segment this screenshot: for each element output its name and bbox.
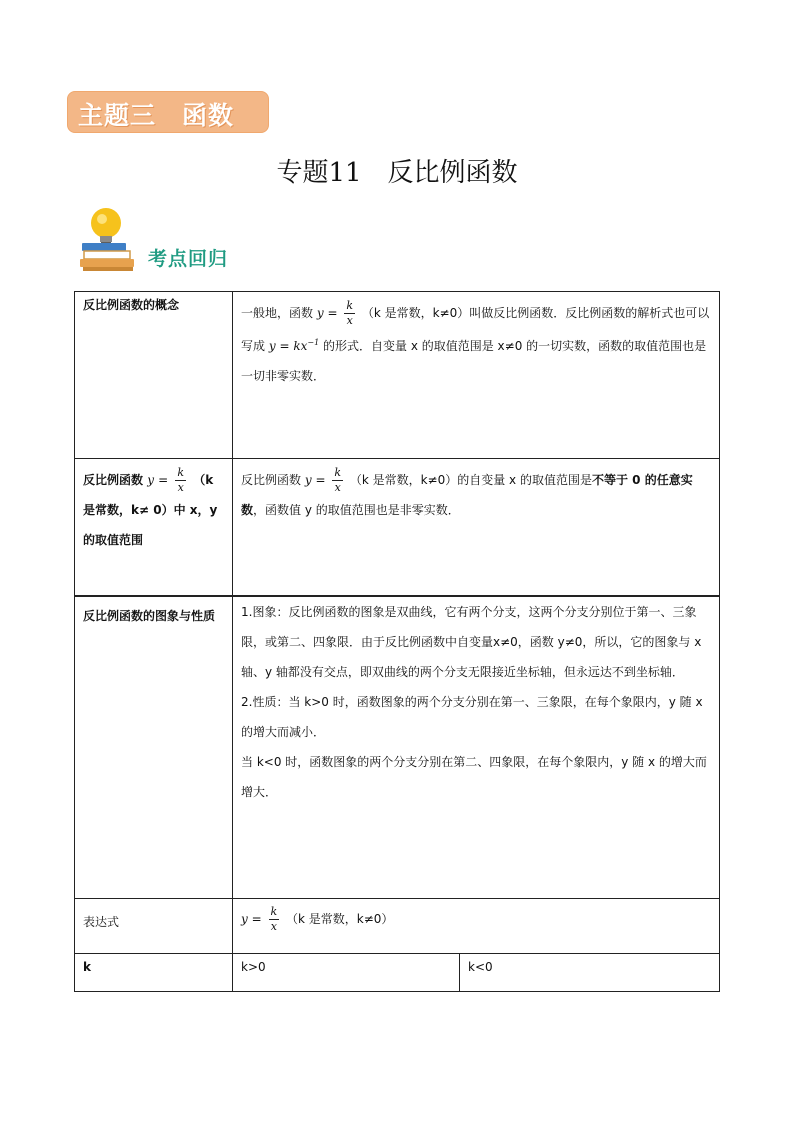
table-row <box>75 954 720 992</box>
row-content-concept: 一般地，函数 y = $\frac{k}{x}$ （k 是常数，k≠0）叫做反比例函数．反比例函数的解析式也可以写成 $y = kx^{-1}$ 的形式．自变量 x 的取值范围是 x≠0 的一切实数，函数的取值范围也是一切非零实数． <box>233 292 720 459</box>
row-label-k: k <box>75 954 233 992</box>
table-row <box>75 597 720 899</box>
row-content-range: 反比例函数 y = $\frac{k}{x}$ （k 是常数，k≠0）的自变量 x 的取值范围是不等于 0 的任意实数，函数值 y 的取值范围也是非零实数． <box>233 459 720 596</box>
knowledge-table-2 <box>74 596 720 992</box>
lightbulb-books-icon <box>78 205 138 273</box>
fraction-k-over-x: $\frac{k}{x}$ <box>177 466 185 494</box>
row-label-range: 反比例函数 y = $\frac{k}{x}$ （k 是常数，k≠ 0）中 x，y 的取值范围 <box>75 459 233 596</box>
fraction-k-over-x: $\frac{k}{x}$ <box>346 299 354 327</box>
topic-banner <box>67 91 269 133</box>
row-content-expression: y = $\frac{k}{x}$ （k 是常数，k≠0） <box>233 899 720 954</box>
table-row <box>75 459 720 596</box>
row-content-graph: 1.图象：反比例函数的图象是双曲线，它有两个分支，这两个分支分别位于第一、三象限，或第二、四象限．由于反比例函数中自变量x≠0，函数 y≠0，所以，它的图象与 x 轴、y 轴都没有交点，即双曲线的两个分支无限接近坐标轴，但永远达不到坐标轴． 2.性质：当 k>0 时，函数图象的两个分支分别在第一、三象限，在每个象限内，y 随 x 的增大而减小． 当 k<0 时，函数图象的两个分支分别在第二、四象限，在每个象限内，y 随 x 的增大而增大． <box>233 597 720 899</box>
page-title: 专题11 反比例函数 <box>276 158 518 188</box>
row-label-concept: 反比例函数的概念 <box>75 292 233 459</box>
row-label-graph: 反比例函数的图象与性质 <box>75 597 233 899</box>
section-title: 考点回归 <box>148 248 229 270</box>
topic-banner-text: 主题三 函数 <box>78 101 235 130</box>
knowledge-table-1 <box>74 291 720 596</box>
cell-k-negative: k<0 <box>460 954 720 992</box>
fraction-k-over-x: $\frac{k}{x}$ <box>270 905 278 933</box>
cell-k-positive: k>0 <box>233 954 460 992</box>
table-row <box>75 899 720 954</box>
table-row <box>75 292 720 459</box>
row-label-expression: 表达式 <box>75 899 233 954</box>
fraction-k-over-x: $\frac{k}{x}$ <box>334 466 342 494</box>
